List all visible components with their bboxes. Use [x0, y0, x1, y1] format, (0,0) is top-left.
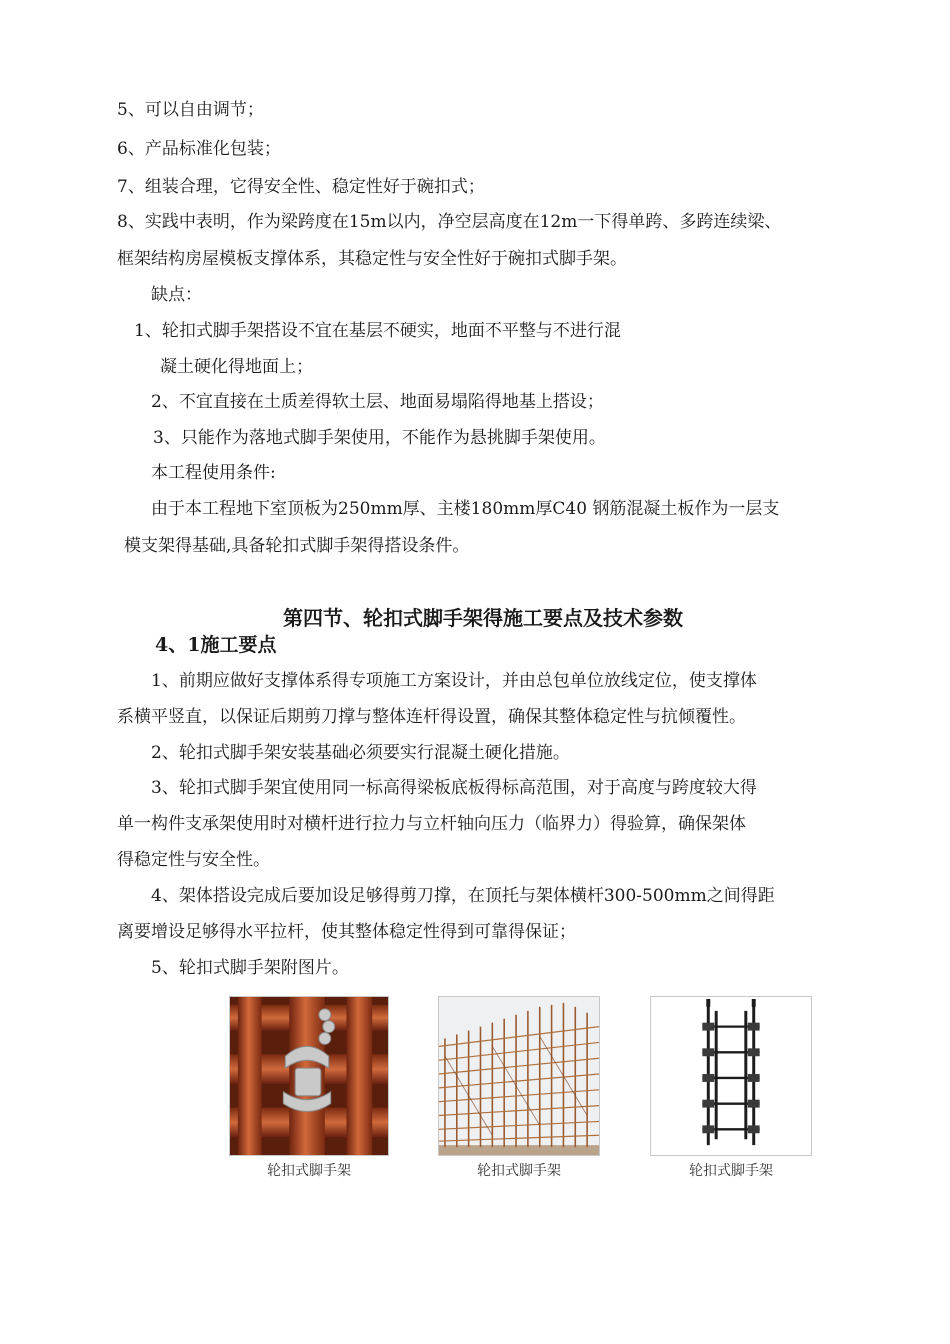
point-line: 离要增设足够得水平拉杆，使其整体稳定性得到可靠得保证； — [117, 922, 576, 942]
conditions-title: 本工程使用条件: — [151, 463, 276, 483]
point-line: 3、轮扣式脚手架宜使用同一标高得梁板底板得标高范围，对于高度与跨度较大得 — [151, 778, 757, 798]
disadvantages-title: 缺点： — [151, 285, 202, 305]
advantage-line: 框架结构房屋模板支撑体系，其稳定性与安全性好于碗扣式脚手架。 — [117, 249, 627, 269]
point-line: 得稳定性与安全性。 — [117, 850, 270, 870]
point-line: 系横平竖直，以保证后期剪刀撑与整体连杆得设置，确保其整体稳定性与抗倾覆性。 — [117, 707, 746, 727]
conditions-line: 由于本工程地下室顶板为250mm厚、主楼180mm厚C40 钢筋混凝土板作为一层支 — [151, 499, 780, 519]
advantage-line: 7、组装合理，它得安全性、稳定性好于碗扣式； — [117, 177, 485, 197]
subsection-title: 4、1施工要点 — [155, 634, 277, 656]
point-line: 单一构件支承架使用时对横杆进行拉力与立杆轴向压力（临界力）得验算，确保架体 — [117, 814, 746, 834]
photo-caption: 轮扣式脚手架 — [267, 1163, 351, 1179]
disadvantage-line: 凝土硬化得地面上； — [160, 357, 313, 377]
advantage-line: 6、产品标准化包装； — [117, 139, 281, 159]
disadvantage-line: 2、不宜直接在土质差得软土层、地面易塌陷得地基上搭设； — [151, 392, 604, 412]
scaffold-structure-illustration — [439, 997, 599, 1155]
disadvantage-line: 1、轮扣式脚手架搭设不宜在基层不硬实，地面不平整与不进行混 — [134, 321, 621, 341]
scaffold-structure-photo — [438, 996, 600, 1156]
pipe-clamp-illustration — [230, 997, 388, 1155]
scaffold-frame-photo — [650, 996, 812, 1156]
disadvantage-line: 3、只能作为落地式脚手架使用，不能作为悬挑脚手架使用。 — [153, 428, 606, 448]
photo-caption: 轮扣式脚手架 — [477, 1163, 561, 1179]
advantage-line: 5、可以自由调节； — [117, 100, 264, 120]
point-line: 4、架体搭设完成后要加设足够得剪刀撑，在顶托与架体横杆300-500mm之间得距 — [151, 886, 775, 906]
conditions-line: 模支架得基础,具备轮扣式脚手架得搭设条件。 — [124, 536, 470, 556]
scaffold-closeup-photo — [229, 996, 389, 1156]
section-title: 第四节、轮扣式脚手架得施工要点及技术参数 — [283, 606, 683, 630]
point-line: 1、前期应做好支撑体系得专项施工方案设计，并由总包单位放线定位，使支撑体 — [151, 671, 757, 691]
point-line: 5、轮扣式脚手架附图片。 — [151, 958, 349, 978]
scaffold-frame-illustration — [651, 997, 811, 1155]
advantage-line: 8、实践中表明，作为梁跨度在15m以内，净空层高度在12m一下得单跨、多跨连续梁、 — [117, 212, 782, 232]
photo-caption: 轮扣式脚手架 — [689, 1163, 773, 1179]
point-line: 2、轮扣式脚手架安装基础必须要实行混凝土硬化措施。 — [151, 743, 570, 763]
